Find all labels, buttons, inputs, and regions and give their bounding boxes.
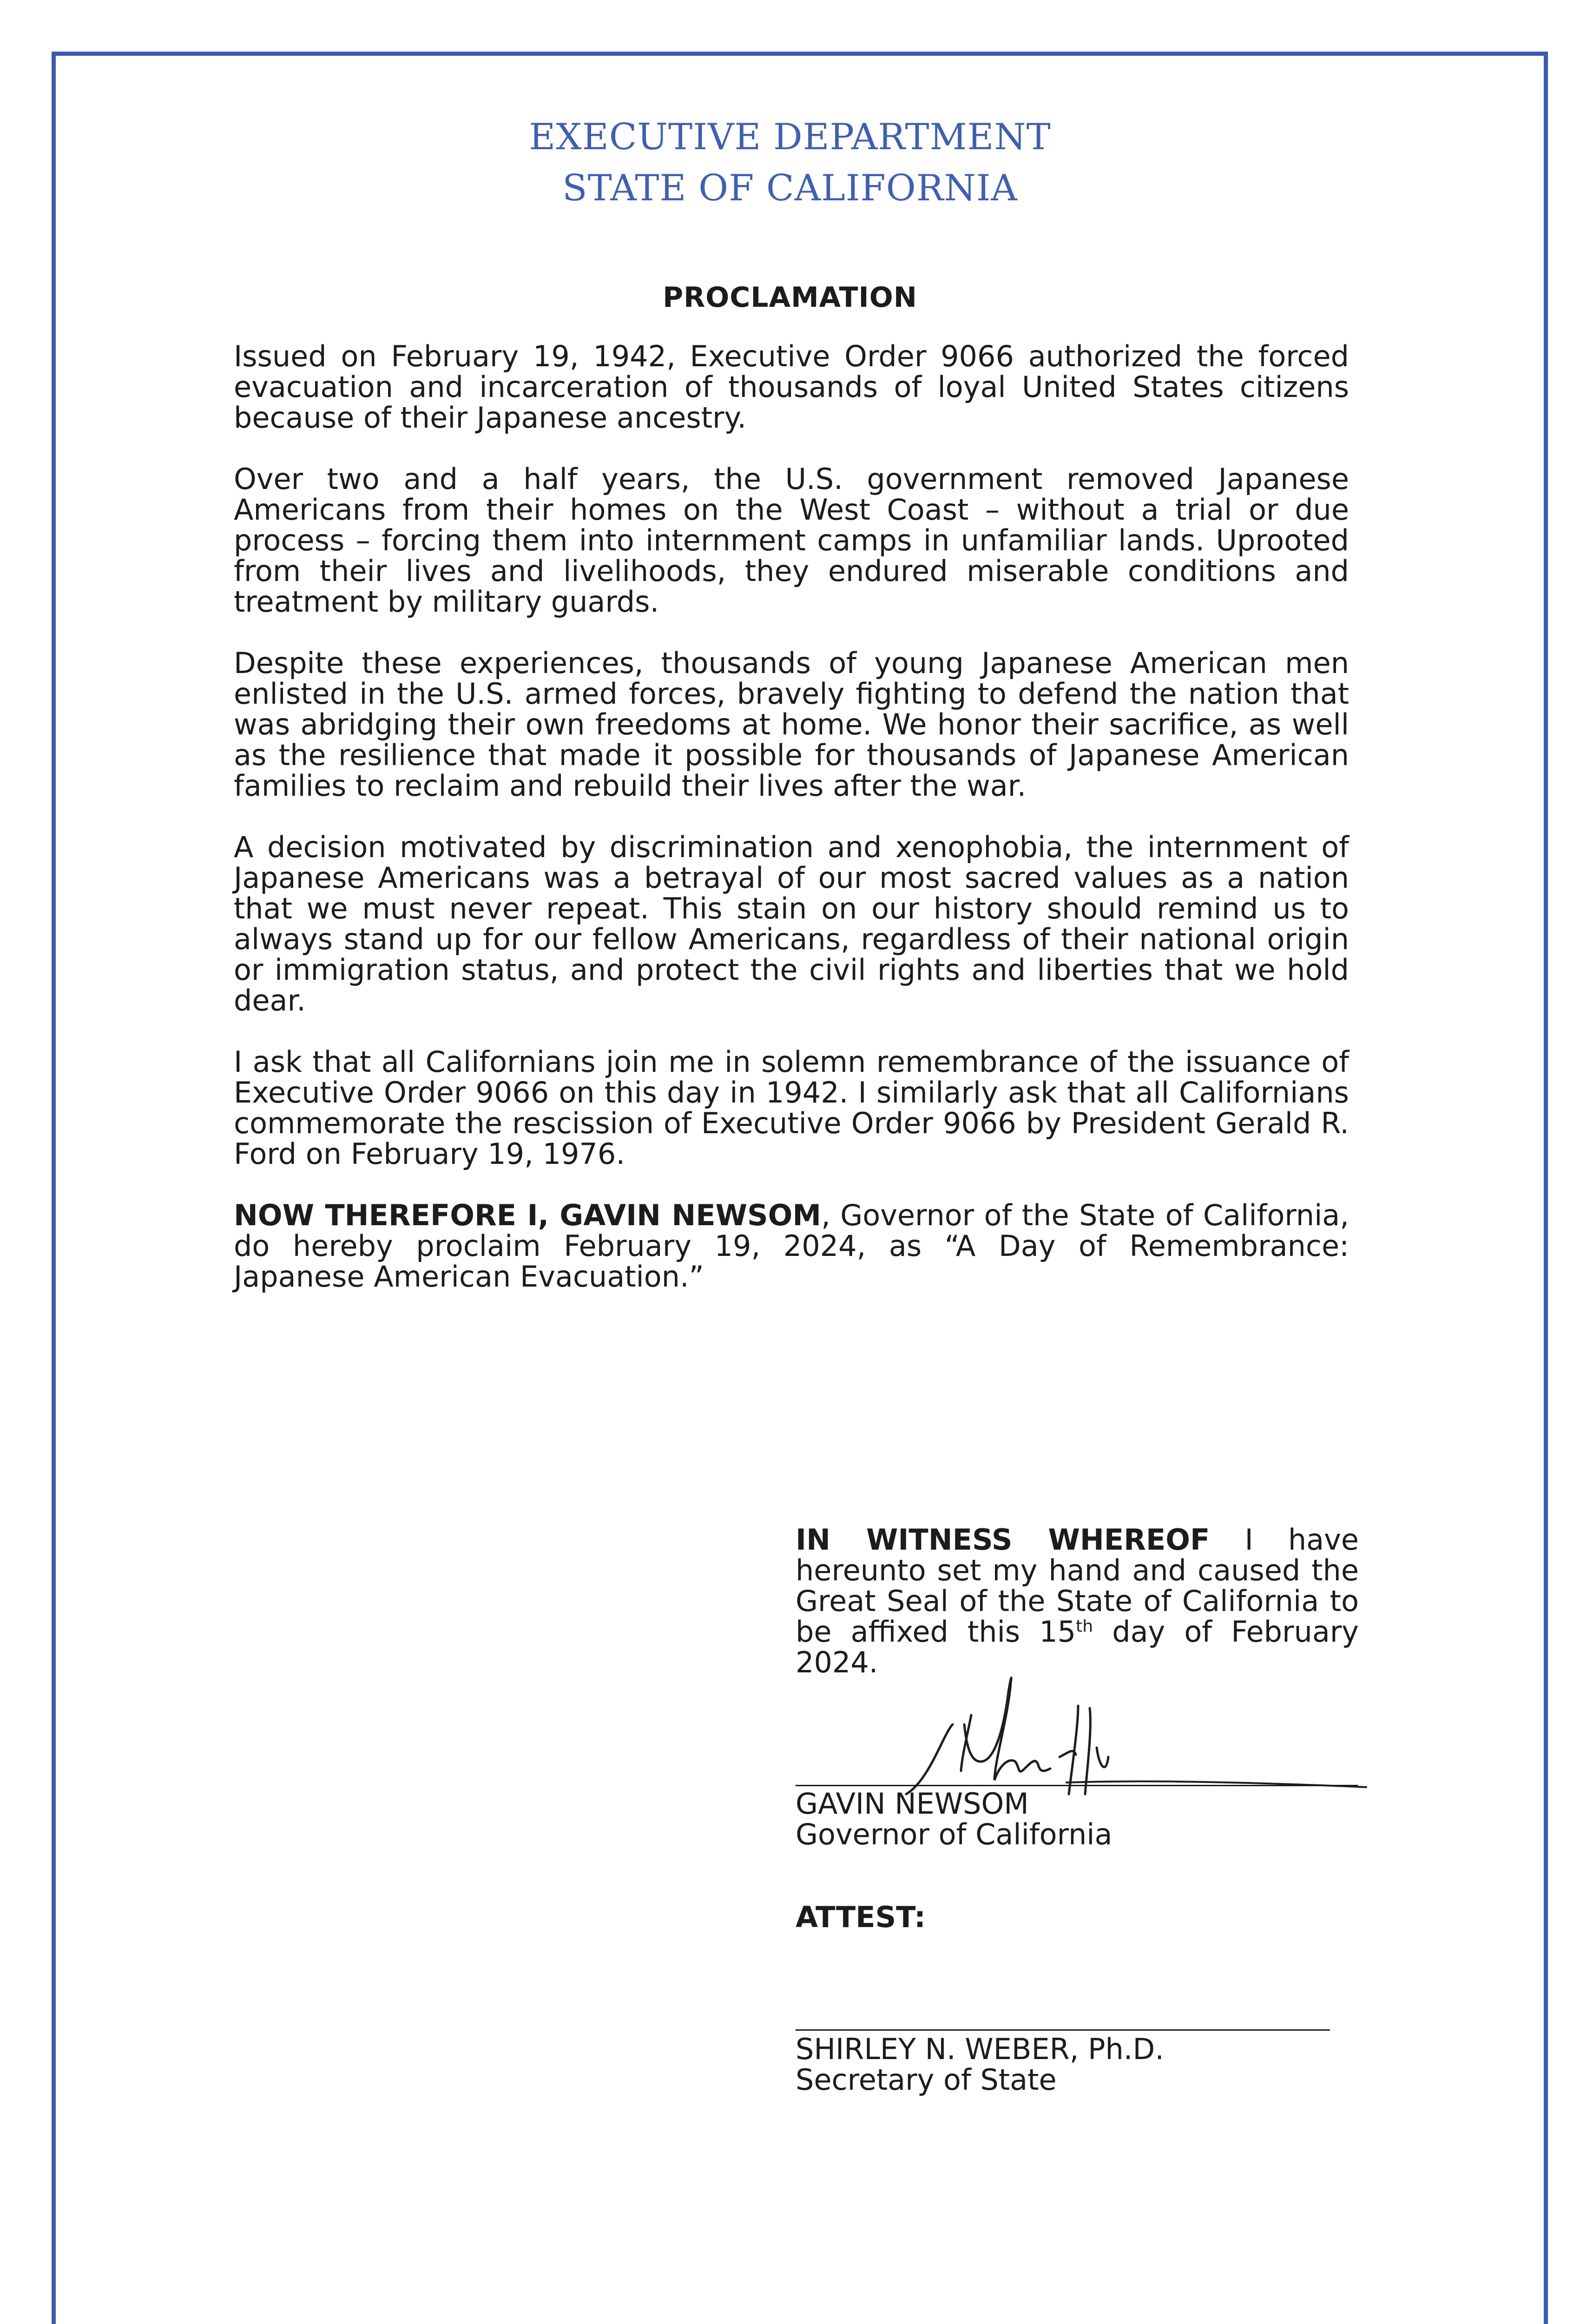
paragraph-5: I ask that all Californians join me in solemn remembrance of the issuance of Executive Order 9066 on this day in 1942. I similarly ask that all Californians commemorate the rescission of Executive Order 9066 by President Gerald R. Ford on February 19, 1976. xyxy=(234,1045,1349,1171)
proclamation-lead: NOW THEREFORE I, GAVIN NEWSOM xyxy=(234,1198,822,1232)
proclamation-statement xyxy=(234,1200,1349,1292)
witness-ordinal-suffix: th xyxy=(1076,1617,1093,1636)
letterhead-line-1: EXECUTIVE DEPARTMENT xyxy=(529,116,1051,158)
witness-text-2: day of February 2024. xyxy=(796,1615,1359,1679)
paragraph-4: A decision motivated by discrimination and xenophobia, the internment of Japanese Americans was a betrayal of our most sacred values as a nation that we must never repeat. This stain on our history should remind us to always stand up for our fellow Americans, regardless of their national origin or immigration status, and protect the civil rights and liberties that we hold dear. xyxy=(234,830,1349,1017)
letterhead xyxy=(0,112,1580,214)
governor-signature-line xyxy=(796,1785,1358,1786)
paragraph-2: Over two and a half years, the U.S. government removed Japanese Americans from their homes on the West Coast – without a trial or due process – forcing them into internment camps in unfamiliar lands. Uprooted from their lives and livelihoods, they endured miserable conditions and treatment by military guards. xyxy=(234,462,1349,619)
document-title: PROCLAMATION xyxy=(663,281,917,314)
governor-title: Governor of California xyxy=(796,1817,1113,1851)
witness-lead: IN WITNESS WHEREOF xyxy=(796,1523,1210,1557)
governor-name: GAVIN NEWSOM xyxy=(796,1787,1029,1821)
proclamation-text: , Governor of the State of California, do hereby proclaim February 19, 2024, as “A Day of Remembrance: Japanese American Evacuation.” xyxy=(234,1198,1350,1294)
secretary-title: Secretary of State xyxy=(796,2063,1057,2097)
paragraph-3: Despite these experiences, thousands of young Japanese American men enlisted in the U.S. armed forces, bravely fighting to defend the nation that was abridging their own freedoms at home. We honor their sacrifice, as well as the resilience that made it possible for thousands of Japanese American families to reclaim and rebuild their lives after the war. xyxy=(234,646,1349,803)
attest-label: ATTEST: xyxy=(796,1900,926,1934)
secretary-signature-line xyxy=(796,2029,1330,2031)
letterhead-line-2: STATE OF CALIFORNIA xyxy=(562,167,1018,209)
proclamation-body xyxy=(234,341,1349,1323)
paragraph-1: Issued on February 19, 1942, Executive Order 9066 authorized the forced evacuation and incarceration of thousands of loyal United States citizens because of their Japanese ancestry. xyxy=(234,339,1349,435)
witness-text-1: I have hereunto set my hand and caused the Great Seal of the State of California to be affixed this 15 xyxy=(796,1523,1359,1649)
secretary-name: SHIRLEY N. WEBER, Ph.D. xyxy=(796,2032,1164,2066)
